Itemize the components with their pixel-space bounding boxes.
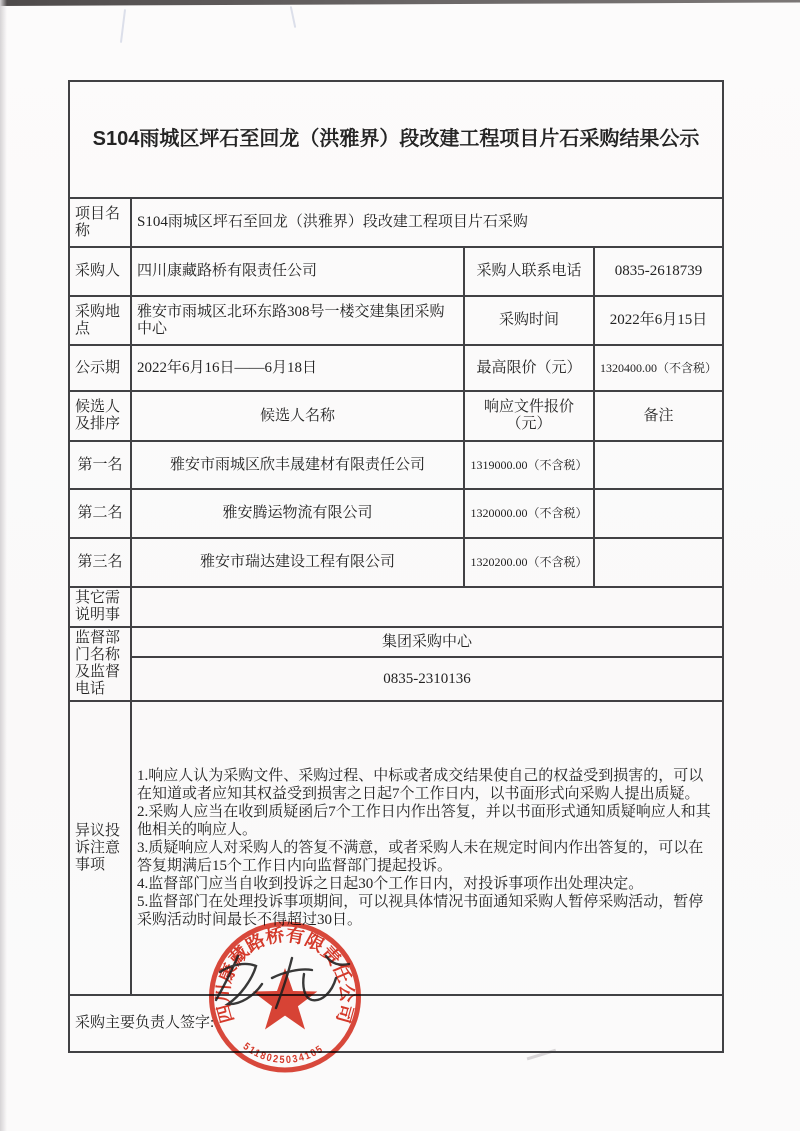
signature-stroke [303, 974, 336, 1000]
seal-company-text: 四川康藏路桥有限责任公司 [212, 924, 358, 1026]
document-title: S104雨城区坪石至回龙（洪雅界）段改建工程项目片石采购结果公示 [69, 81, 723, 198]
objection-item: 2.采购人应当在收到质疑函后7个工作日内作出答复，并以书面形式通知质疑响应人和其他相关的响应人。 [137, 804, 711, 838]
purchaser-phone-label: 采购人联系电话 [464, 247, 594, 296]
handwritten-signature [208, 948, 358, 1018]
signature-stroke [326, 956, 349, 965]
publicity-period-value: 2022年6月16日——6月18日 [131, 345, 464, 391]
publicity-period-label: 公示期 [69, 345, 131, 391]
candidate-name: 雅安市瑞达建设工程有限公司 [131, 538, 464, 587]
signature-stroke [216, 956, 238, 1000]
project-name-value: S104雨城区坪石至回龙（洪雅界）段改建工程项目片石采购 [131, 198, 723, 247]
purchaser-phone-value: 0835-2618739 [594, 247, 723, 296]
other-notes-value [131, 587, 723, 627]
candidate-remark [594, 441, 723, 489]
candidate-price: 1320000.00（不含税） [464, 489, 594, 538]
objection-item: 5.监督部门在处理投诉事项期间，可以视具体情况书面通知采购人暂停采购活动，暂停采购活动时间最长不得超过30日。 [137, 894, 704, 928]
candidates-name-header: 候选人名称 [131, 391, 464, 441]
purchaser-label: 采购人 [69, 247, 131, 296]
candidate-row [69, 538, 723, 587]
scan-edge-left [0, 0, 7, 1131]
purchase-location-value: 雅安市雨城区北环东路308号一楼交建集团采购中心 [131, 296, 464, 345]
signature-stroke [272, 969, 312, 978]
scan-edge-top [0, 0, 800, 6]
purchase-time-label: 采购时间 [464, 296, 594, 345]
procurement-result-form [68, 80, 722, 1053]
procurement-result-table [68, 80, 724, 1053]
candidates-price-header: 响应文件报价（元） [464, 391, 594, 441]
signature-stroke [220, 964, 262, 1004]
project-name-label: 项目名称 [69, 198, 131, 247]
candidate-rank: 第二名 [69, 489, 131, 538]
purchase-time-value: 2022年6月15日 [594, 296, 723, 345]
candidate-row [69, 441, 723, 489]
candidate-name: 雅安腾运物流有限公司 [131, 489, 464, 538]
signature-stroke [276, 958, 292, 1008]
objection-item: 1.响应人认为采购文件、采购过程、中标或者成交结果使自己的权益受到损害的，可以在知道或者应知其权益受到损害之日起7个工作日内，以书面形式向采购人提出质疑。 [137, 768, 704, 802]
pen-mark [120, 9, 126, 43]
candidate-row [69, 489, 723, 538]
candidates-remark-header: 备注 [594, 391, 723, 441]
candidate-price: 1319000.00（不含税） [464, 441, 594, 489]
candidate-remark [594, 538, 723, 587]
supervision-phone: 0835-2310136 [131, 657, 723, 701]
candidate-rank: 第三名 [69, 538, 131, 587]
objection-item: 3.质疑响应人对采购人的答复不满意，或者采购人未在规定时间内作出答复的，可以在答复期满后15个工作日内向监督部门提起投诉。 [137, 840, 704, 874]
candidate-price: 1320200.00（不含税） [464, 538, 594, 587]
max-price-value: 1320400.00（不含税） [594, 345, 723, 391]
objection-item: 4.监督部门应当自收到投诉之日起30个工作日内，对投诉事项作出处理决定。 [137, 876, 644, 892]
supervision-department: 集团采购中心 [131, 627, 723, 657]
max-price-label: 最高限价（元） [464, 345, 594, 391]
pen-mark [290, 6, 297, 28]
seal-number: 5118025034105 [240, 1040, 327, 1067]
objection-label: 异议投诉注意事项 [69, 701, 131, 995]
candidate-remark [594, 489, 723, 538]
candidate-rank: 第一名 [69, 441, 131, 489]
candidate-name: 雅安市雨城区欣丰晟建材有限责任公司 [131, 441, 464, 489]
supervision-label: 监督部门名称及监督电话 [69, 627, 131, 701]
candidates-rank-header: 候选人及排序 [69, 391, 131, 441]
other-notes-label: 其它需说明事 [69, 587, 131, 627]
purchaser-value: 四川康藏路桥有限责任公司 [131, 247, 464, 296]
purchase-location-label: 采购地点 [69, 296, 131, 345]
signature-line-label: 采购主要负责人签字: [69, 995, 723, 1052]
